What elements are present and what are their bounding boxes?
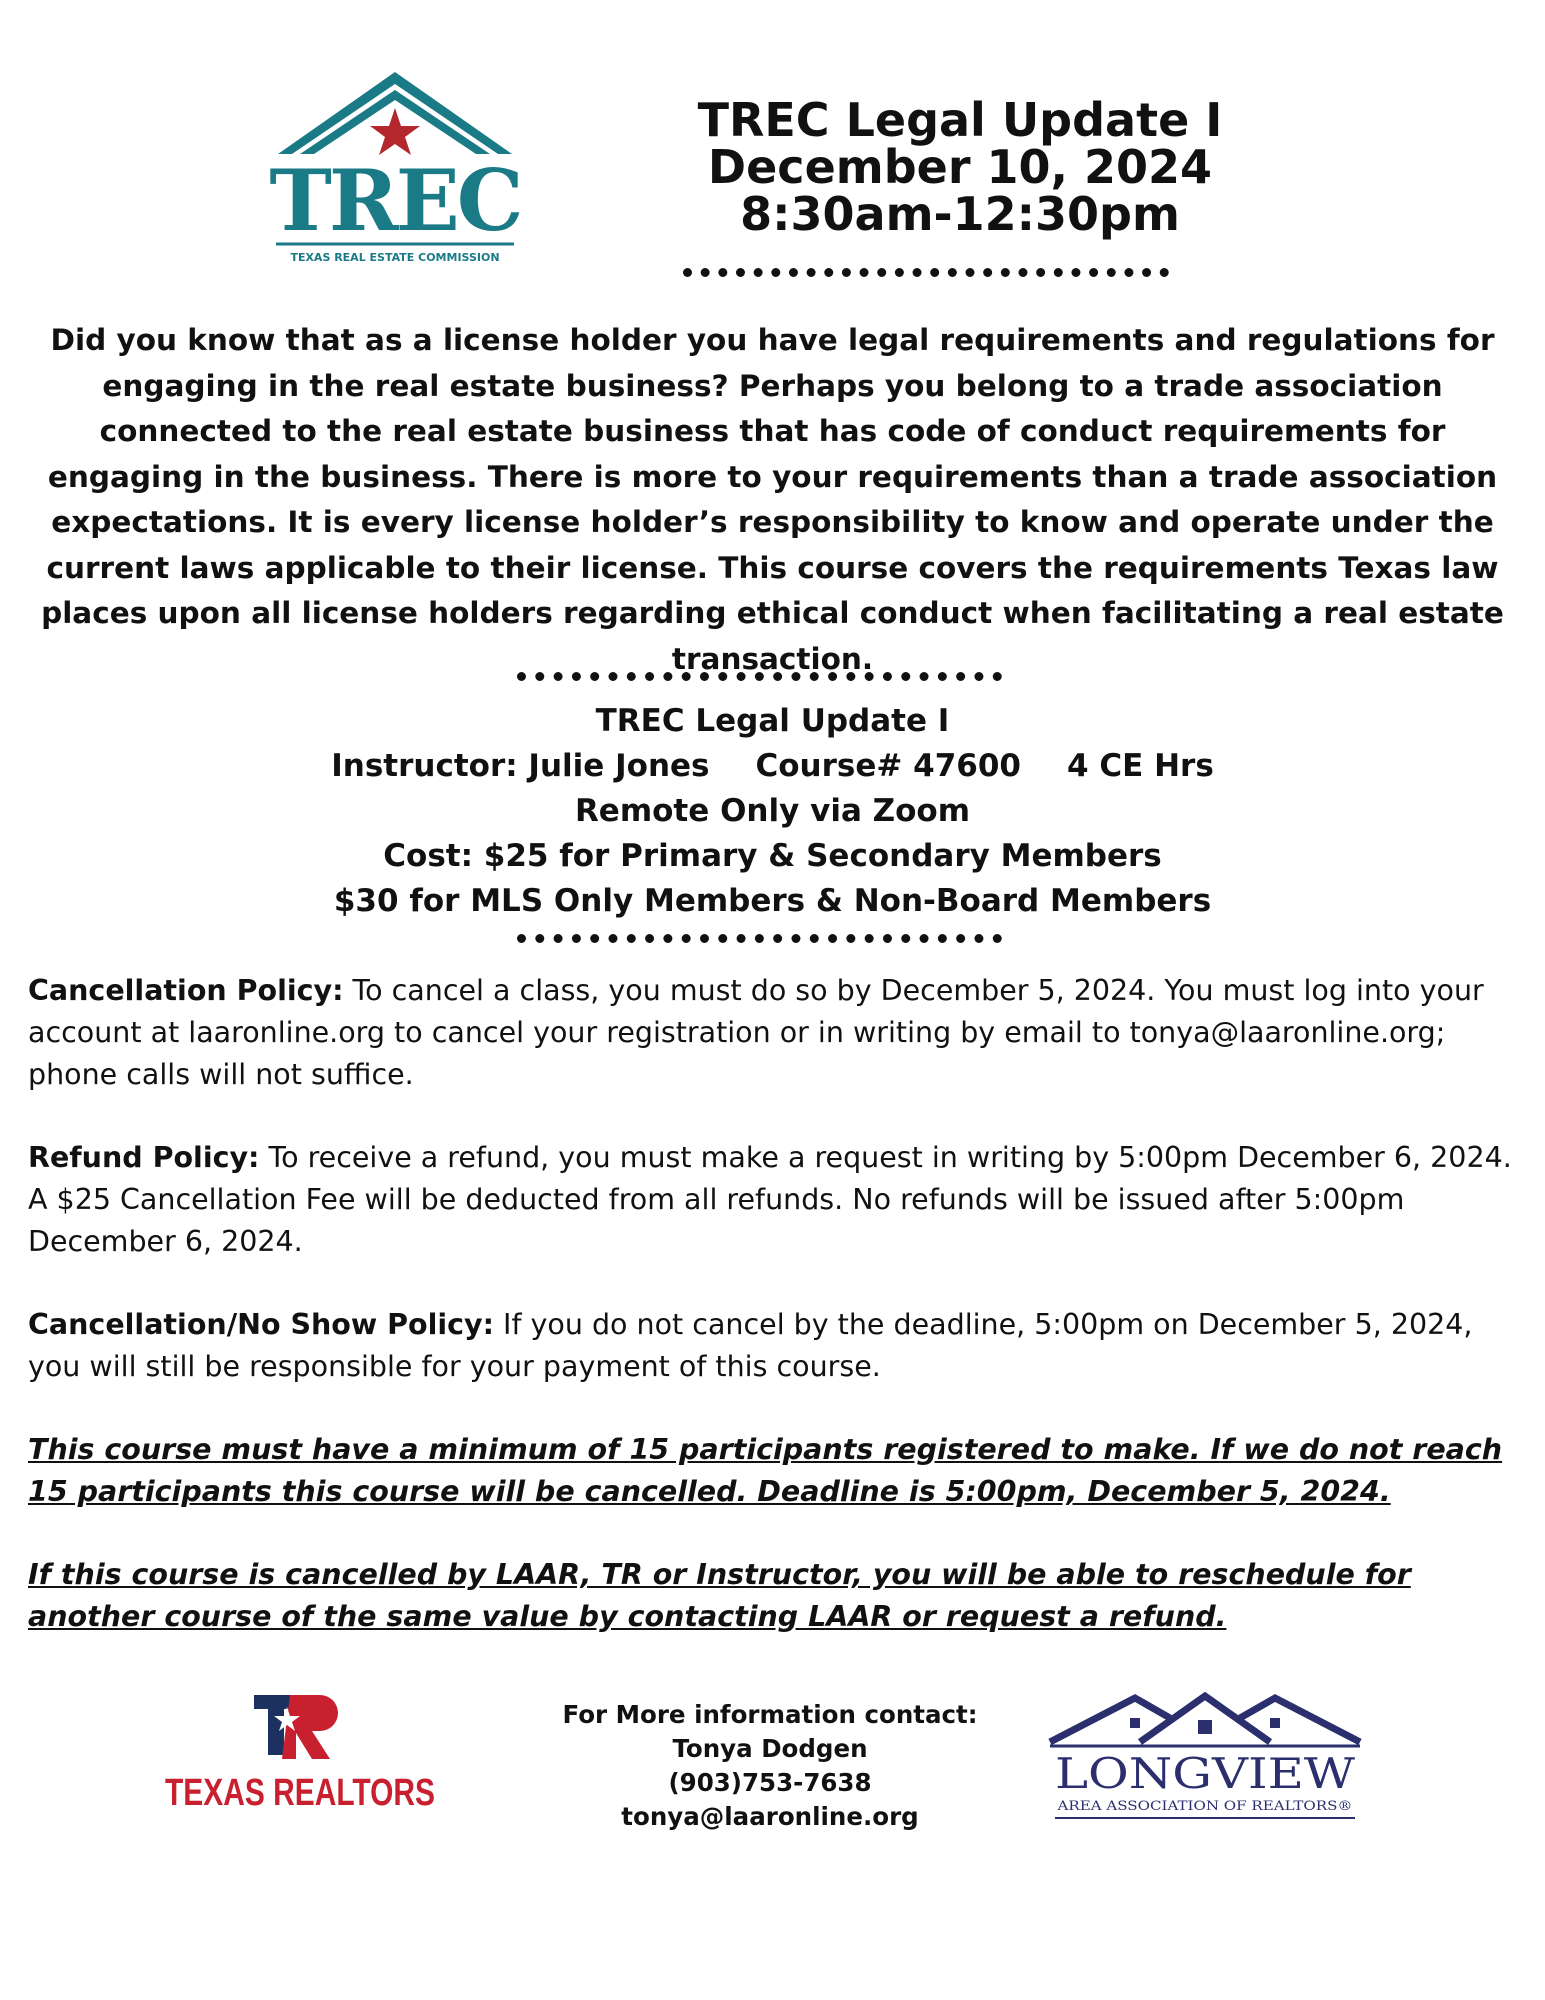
longview-subtitle: AREA ASSOCIATION OF REALTORS® [1056,1799,1353,1814]
reschedule-notice: If this course is cancelled by LAAR, TR or Instructor, you will be able to reschedule for another course of the same value by contacting LAAR or request a refund. [28,1558,1411,1633]
refund-policy-label: Refund Policy: [28,1141,260,1174]
texas-realtors-wordmark: TEXAS REALTORS [165,1772,435,1814]
course-number: Course# 47600 [755,748,1021,784]
delivery-mode: Remote Only via Zoom [574,793,971,829]
refund-policy-text: To receive a refund, you must make a request in writing by 5:00pm December 6, 2024. A $25 Cancellation Fee will be deducted from all refunds. No refunds will be issued after 5:00pm December 6, 2024. [28,1141,1512,1258]
refund-policy [28,1137,1518,1263]
minimum-participants-notice: This course must have a minimum of 15 participants registered to make. If we do not reach 15 participants this course will be cancelled. Deadline is 5:00pm, December 5, 2024. [28,1433,1503,1508]
trec-tagline: TEXAS REAL ESTATE COMMISSION [290,251,500,264]
contact-email: tonya@laaronline.org [621,1802,919,1831]
divider [517,934,1002,943]
no-show-policy-label: Cancellation/No Show Policy: [28,1308,494,1341]
trec-wordmark: TREC [269,151,521,250]
contact-phone: (903)753-7638 [668,1768,872,1797]
cancellation-policy-label: Cancellation Policy: [28,974,344,1007]
divider [517,672,1002,681]
texas-realtors-logo [155,1695,445,1835]
cost-members: Cost: $25 for Primary & Secondary Members [383,838,1162,874]
ce-hours: 4 CE Hrs [1067,748,1214,784]
no-show-policy [28,1304,1518,1388]
star-icon [370,108,420,155]
page-title: TREC Legal Update I [697,93,1223,147]
contact-name: Tonya Dodgen [672,1734,868,1763]
instructor: Instructor: Julie Jones [331,748,710,784]
longview-wordmark: LONGVIEW [1055,1749,1356,1798]
contact-heading: For More information contact: [562,1700,978,1729]
cost-non-members: $30 for MLS Only Members & Non-Board Members [333,883,1212,919]
contact-block [560,1698,980,1834]
trec-logo [270,68,520,268]
longview-logo [1030,1690,1380,1830]
course-title: TREC Legal Update I [595,703,950,739]
cancellation-policy-text: To cancel a class, you must do so by December 5, 2024. You must log into your account at laaronline.org to cancel your registration or in writing by email to tonya@laaronline.org; phone calls will not suffice. [28,974,1484,1091]
event-date: December 10, 2024 [707,140,1213,194]
no-show-policy-text: If you do not cancel by the deadline, 5:00pm on December 5, 2024, you will still be responsible for your payment of this course. [28,1308,1473,1383]
event-time: 8:30am-12:30pm [740,187,1180,241]
intro-paragraph: Did you know that as a license holder you have legal requirements and regulations for engaging in the real estate business? Perhaps you belong to a trade association connected to the real estate business that has code of conduct requirements for engaging in the business. There is more to your requirements than a trade association expectations. It is every license holder’s responsibility to know and operate under the current laws applicable to their license. This course covers the requirements Texas law places upon all license holders regarding ethical conduct when facilitating a real estate transaction. [41,323,1504,676]
course-meta-line [0,746,1545,786]
divider [683,268,1169,277]
cancellation-policy [28,970,1518,1096]
